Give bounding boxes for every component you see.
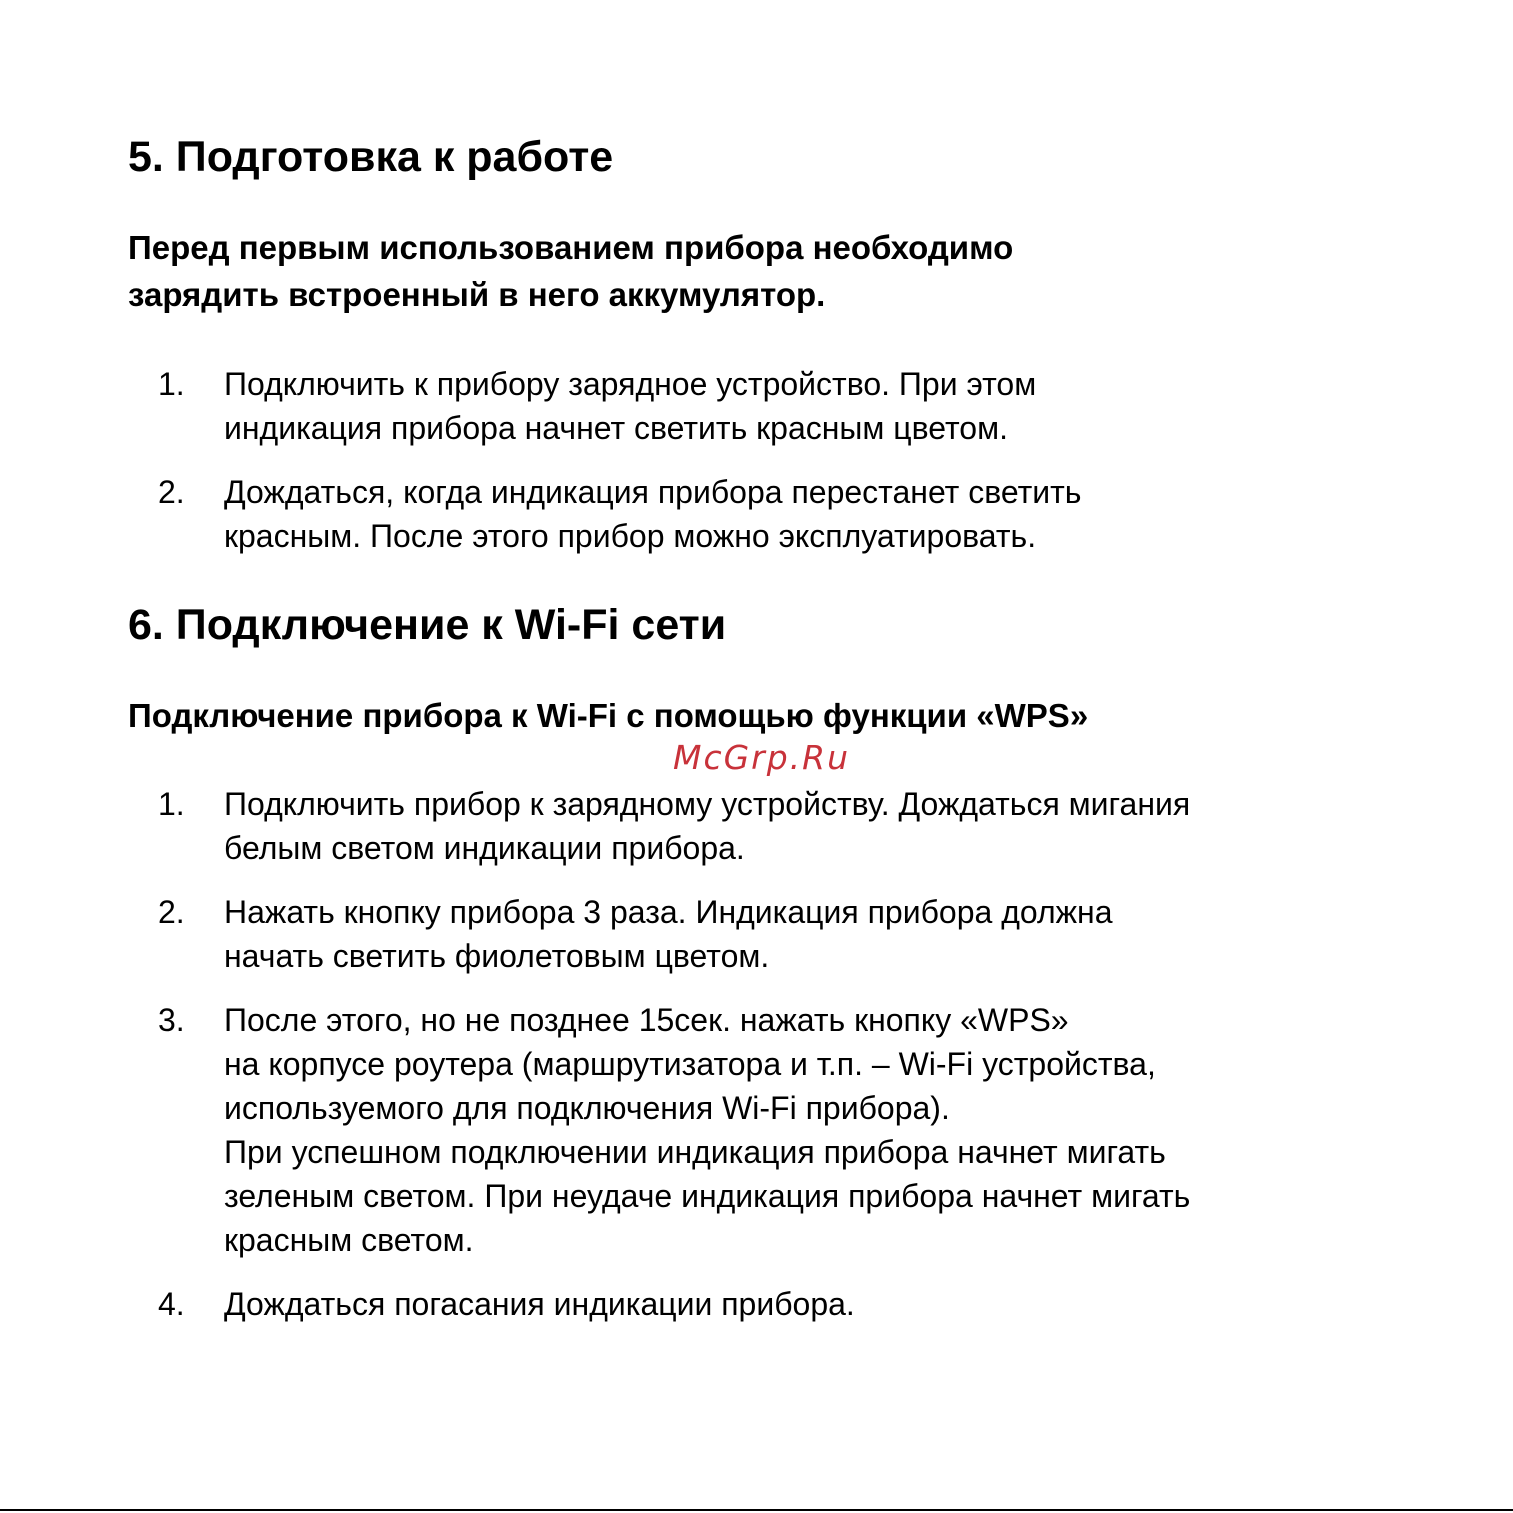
section-6-title: 6. Подключение к Wi-Fi сети (128, 601, 727, 649)
step-text-line: При успешном подключении индикация прибора начнет мигать (224, 1134, 1166, 1170)
step-text-line: красным. После этого прибор можно эксплуатировать. (224, 518, 1037, 554)
step-text-line: Дождаться, когда индикация прибора перестанет светить (224, 474, 1082, 510)
step-text-line: индикация прибора начнет светить красным цветом. (224, 410, 1008, 446)
step-text (224, 782, 1404, 870)
step-text-line: После этого, но не позднее 15сек. нажать кнопку «WPS» (224, 1002, 1069, 1038)
step-text-line: Нажать кнопку прибора 3 раза. Индикация прибора должна (224, 894, 1113, 930)
step-text (224, 890, 1404, 978)
step-text-line: зеленым светом. При неудаче индикация прибора начнет мигать (224, 1178, 1191, 1214)
step-number: 2. (158, 894, 185, 930)
section-5-subtitle (128, 224, 1013, 318)
step-text-line: Дождаться погасания индикации прибора. (224, 1286, 855, 1322)
step-number: 2. (158, 474, 185, 510)
step-text (224, 998, 1404, 1262)
step-number: 1. (158, 786, 185, 822)
step-text-line: на корпусе роутера (маршрутизатора и т.п. – Wi-Fi устройства, (224, 1046, 1156, 1082)
step-text (224, 1282, 1404, 1326)
section-5-subtitle-line: Перед первым использованием прибора необходимо (128, 229, 1014, 266)
step-text-line: начать светить фиолетовым цветом. (224, 938, 770, 974)
step-text-line: Подключить прибор к зарядному устройству. Дождаться мигания (224, 786, 1191, 822)
section-6-subtitle: Подключение прибора к Wi-Fi с помощью функции «WPS» (128, 697, 1089, 734)
step-number: 1. (158, 366, 185, 402)
section-5-subtitle-line: зарядить встроенный в него аккумулятор. (128, 276, 826, 313)
step-text-line: используемого для подключения Wi-Fi прибора). (224, 1090, 950, 1126)
step-number: 4. (158, 1286, 185, 1322)
step-text-line: красным светом. (224, 1222, 474, 1258)
watermark-text: McGrp.Ru (672, 738, 851, 777)
section-5-title: 5. Подготовка к работе (128, 133, 614, 181)
step-text (224, 362, 1404, 450)
step-number: 3. (158, 1002, 185, 1038)
page-bottom-rule (0, 1509, 1513, 1511)
step-text-line: белым светом индикации прибора. (224, 830, 745, 866)
step-text (224, 470, 1404, 558)
step-text-line: Подключить к прибору зарядное устройство. При этом (224, 366, 1037, 402)
